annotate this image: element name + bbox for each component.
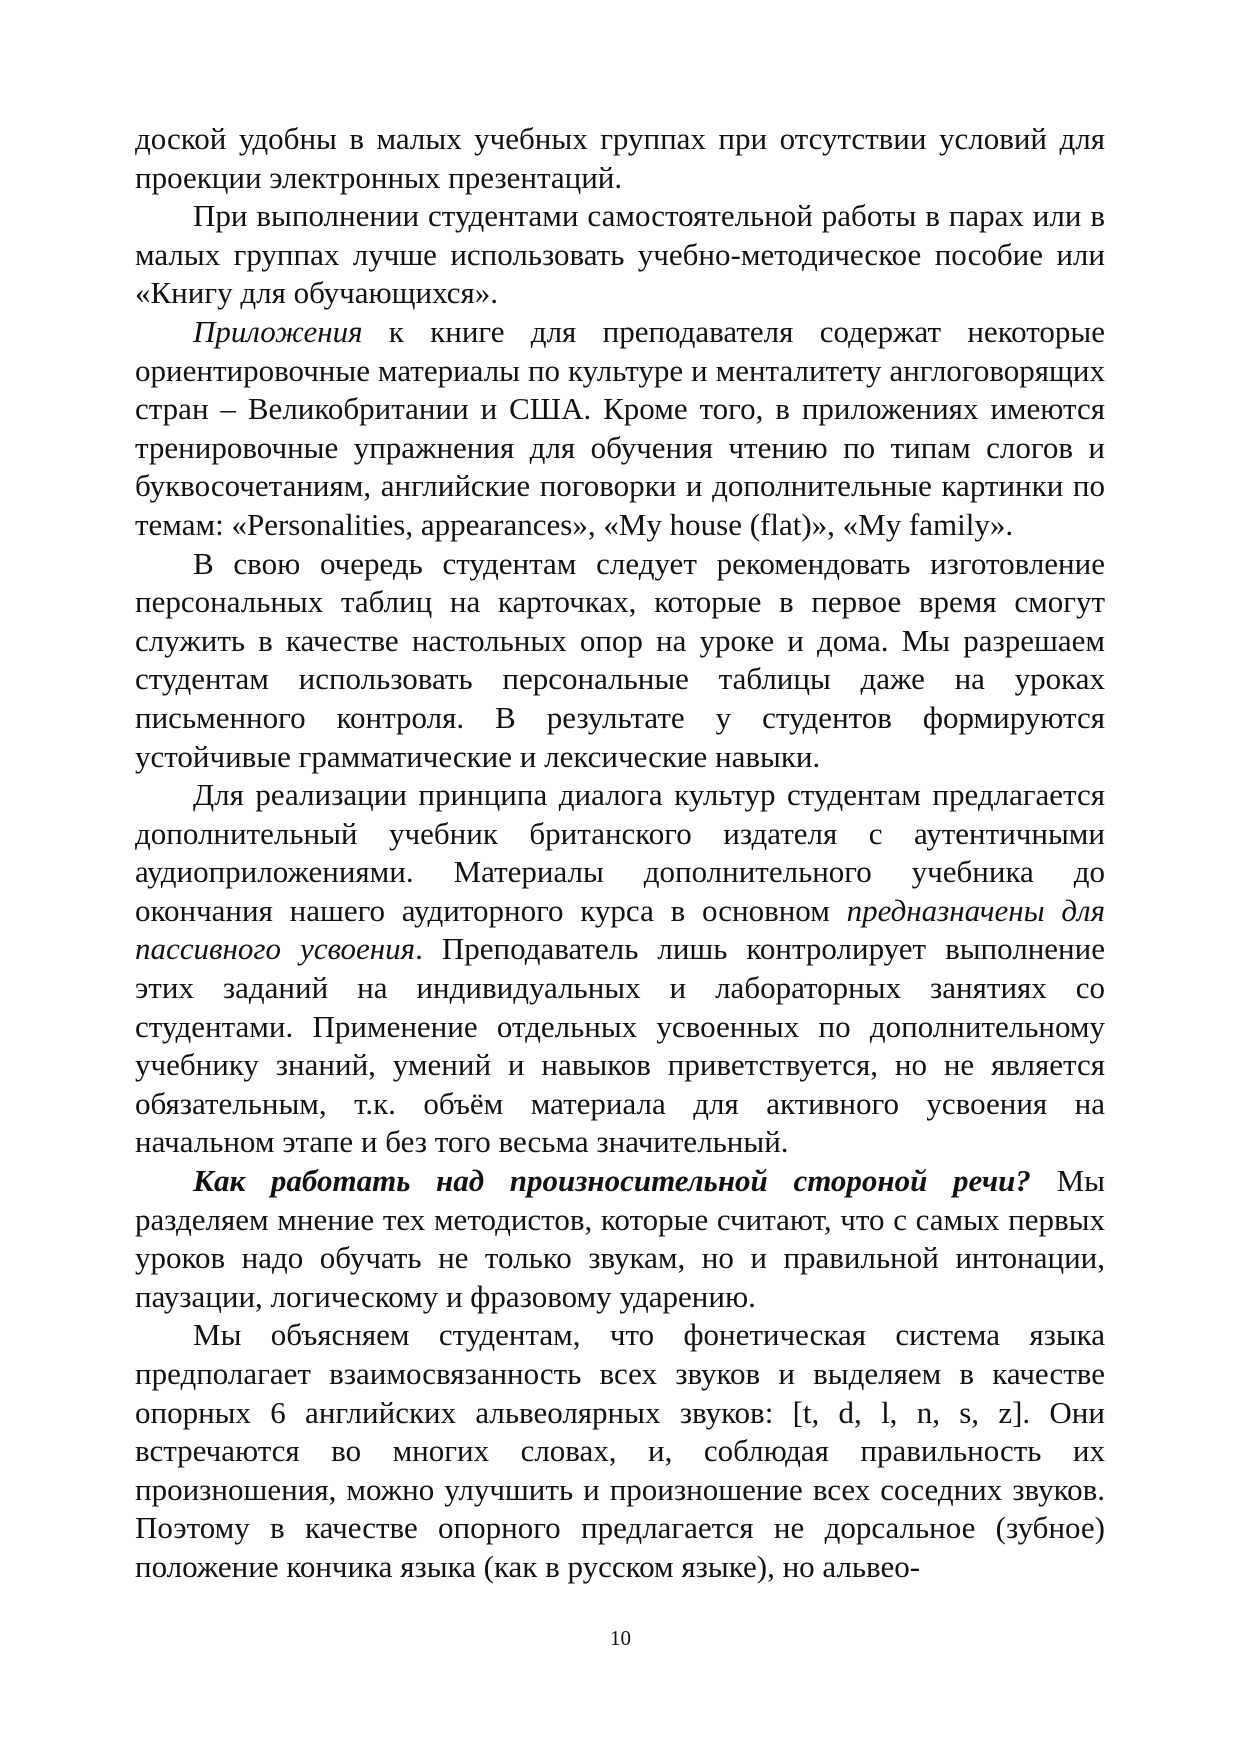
paragraph-text: Для реализации принципа диалога культур студентам предлагается дополнительный учебник британского издателя с аутентичными аудиоприложениями. Материалы дополнительного учебника до окончания нашего аудиторного курса в основном bbox=[135, 777, 1105, 928]
paragraph-6 bbox=[135, 1162, 1105, 1316]
paragraph-text: Мы разделяем мнение тех методистов, которые считают, что с самых первых уроков надо обучать не только звукам, но и правильной интонации, паузации, логическому и фразовому ударению. bbox=[135, 1163, 1105, 1314]
paragraph-text: Мы объясняем студентам, что фонетическая система языка предполагает взаимосвязанность всех звуков и выделяем в качестве опорных 6 английских альвеолярных звуков: [t, d, l, n, s, z]. Они встречаются во многих словах, и, соблюдая правильность их произношения, можно улучшить и произношение всех соседних звуков. Поэтому в качестве опорного предлагается не дорсальное (зубное) положение кончика языка (как в русском языке), но альвео- bbox=[135, 1317, 1105, 1584]
italic-phrase: предназначены для пассивного усвоения bbox=[135, 892, 1105, 967]
paragraph-text: В свою очередь студентам следует рекомендовать изготовление персональных таблиц на карточках, которые в первое время смогут служить в качестве настольных опор на уроке и дома. Мы разрешаем студентам использовать персональные таблицы даже на уроках письменного контроля. В результате у студентов формируются устойчивые грамматические и лексические навыки. bbox=[135, 545, 1105, 774]
page-number: 10 bbox=[610, 1626, 631, 1650]
bold-italic-question: Как работать над произносительной стороной речи? bbox=[193, 1163, 1031, 1199]
paragraph-1 bbox=[135, 120, 1105, 197]
paragraph-text: к книге для преподавателя содержат некоторые ориентировочные материалы по культуре и менталитету англоговорящих стран – Великобритании и США. Кроме того, в приложениях имеются тренировочные упражнения для обучения чтению по типам слогов и буквосочетаниям, английские поговорки и дополнительные картинки по темам: «Personalities, appearances», «My house (flat)», «My family». bbox=[135, 313, 1105, 542]
paragraph-3 bbox=[135, 313, 1105, 545]
paragraph-text: . Преподаватель лишь контролирует выполнение этих заданий на индивидуальных и лабораторных занятиях со студентами. Применение отдельных усвоенных по дополнительному учебнику знаний, умений и навыков приветствуется, но не является обязательным, т.к. объём материала для активного усвоения на начальном этапе и без того весьма значительный. bbox=[135, 931, 1105, 1160]
paragraph-text: При выполнении студентами самостоятельной работы в парах или в малых группах лучше использовать учебно-методическое пособие или «Книгу для обучающихся». bbox=[135, 198, 1105, 311]
paragraph-2 bbox=[135, 197, 1105, 313]
paragraph-5 bbox=[135, 776, 1105, 1162]
italic-term: Приложения bbox=[193, 313, 363, 349]
paragraph-4 bbox=[135, 545, 1105, 777]
paragraph-text: доской удобны в малых учебных группах при отсутствии условий для проекции электронных презентаций. bbox=[135, 121, 1105, 195]
paragraph-7 bbox=[135, 1316, 1105, 1586]
body-text bbox=[135, 120, 1105, 1587]
